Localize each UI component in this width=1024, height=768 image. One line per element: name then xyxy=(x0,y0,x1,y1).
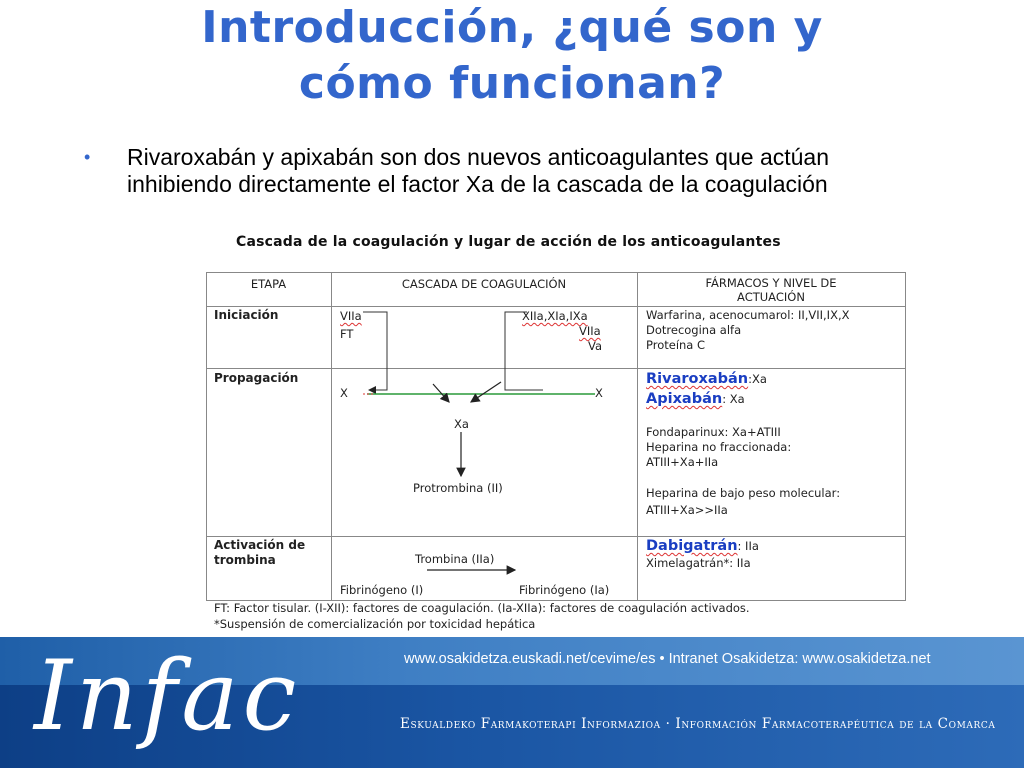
footer-tagline: Eskualdeko Farmakoterapi Informazioa · Información Farmacoterapéutica de la Comarca xyxy=(400,716,996,732)
label-va: Va xyxy=(588,339,603,353)
label-fibrinogeno-ia: Fibrinógeno (Ia) xyxy=(519,583,610,597)
drug-dabigatran-target: : IIa xyxy=(737,539,759,553)
label-protrombina: Protrombina (II) xyxy=(413,481,503,495)
label-x-left: X xyxy=(340,386,348,400)
stage-activacion-line-2: trombina xyxy=(214,553,276,567)
drug-heparina-nf-line-1: Heparina no fraccionada: xyxy=(646,440,792,454)
arrow-x-to-xa-left xyxy=(433,384,449,402)
line-xiia-to-x xyxy=(505,312,543,390)
arrow-viia-to-x xyxy=(363,312,387,390)
footer-links[interactable]: www.osakidetza.euskadi.net/cevime/es • Intranet Osakidetza: www.osakidetza.net xyxy=(404,651,931,667)
label-viia-right: VIIa xyxy=(579,324,601,338)
figure-footnote-1: FT: Factor tisular. (I-XII): factores de coagulación. (Ia-XIIa): factores de coagulación activados. xyxy=(214,601,750,615)
drug-warfarina: Warfarina, acenocumarol: II,VII,IX,X xyxy=(646,308,850,322)
label-xa: Xa xyxy=(454,417,469,431)
drug-rivaroxaban-target: :Xa xyxy=(748,372,767,386)
slide-title xyxy=(0,0,1024,112)
table-col-divider-2 xyxy=(637,272,638,600)
bullet-text: Rivaroxabán y apixabán son dos nuevos anticoagulantes que actúan inhibiendo directamente el factor Xa de la cascada de la coagulación xyxy=(127,144,829,197)
coagulation-cascade-figure xyxy=(196,232,908,644)
figure-footnote-2: *Suspensión de comercialización por toxicidad hepática xyxy=(214,617,536,631)
drug-dotrecogina: Dotrecogina alfa xyxy=(646,323,742,337)
stage-activacion-line-1: Activación de xyxy=(214,538,306,552)
header-cascada: CASCADA DE COAGULACIÓN xyxy=(401,277,567,291)
drug-proteina-c: Proteína C xyxy=(646,338,706,352)
slide-title-line-2: cómo funcionan? xyxy=(298,58,726,109)
drug-apixaban xyxy=(646,391,745,407)
cascade-diagram xyxy=(331,272,637,600)
stage-propagacion: Propagación xyxy=(214,371,299,385)
label-fibrinogeno-i: Fibrinógeno (I) xyxy=(340,583,424,597)
bullet-icon: • xyxy=(84,147,91,167)
label-xiia-group: XIIa,XIa,IXa xyxy=(522,309,588,323)
label-x-right: X xyxy=(595,386,603,400)
header-farmacos-line-2: ACTUACIÓN xyxy=(737,290,805,304)
header-farmacos-line-1: FÁRMACOS Y NIVEL DE xyxy=(705,276,837,290)
label-ft: FT xyxy=(340,327,354,341)
label-viia-left: VIIa xyxy=(340,309,362,323)
arrow-x-to-xa-right xyxy=(471,382,501,402)
drug-fondaparinux: Fondaparinux: Xa+ATIII xyxy=(646,425,781,439)
label-trombina: Trombina (IIa) xyxy=(415,552,495,566)
drug-heparina-nf-line-2: ATIII+Xa+IIa xyxy=(646,455,719,469)
cascade-table xyxy=(206,272,906,600)
table-border-left xyxy=(206,272,207,600)
header-etapa: ETAPA xyxy=(250,277,287,291)
drug-apixaban-name: Apixabán xyxy=(646,391,723,407)
drug-hbpm-line-1: Heparina de bajo peso molecular: xyxy=(646,486,841,500)
figure-caption: Cascada de la coagulación y lugar de acción de los anticoagulantes xyxy=(236,234,781,250)
drug-hbpm-line-2: ATIII+Xa>>IIa xyxy=(646,503,728,517)
drug-apixaban-target: : Xa xyxy=(722,392,745,406)
drug-rivaroxaban-name: Rivaroxabán xyxy=(646,371,749,387)
table-border-right xyxy=(905,272,906,600)
drug-dabigatran-name: Dabigatrán xyxy=(646,538,738,554)
stage-iniciacion: Iniciación xyxy=(214,308,279,322)
drug-dabigatran xyxy=(646,538,759,554)
slide-title-line-1: Introducción, ¿qué son y xyxy=(201,2,823,53)
drug-rivaroxaban xyxy=(646,371,767,387)
infac-logo: Infac xyxy=(34,640,301,752)
drug-ximelagatran: Ximelagatrán*: IIa xyxy=(646,556,751,570)
